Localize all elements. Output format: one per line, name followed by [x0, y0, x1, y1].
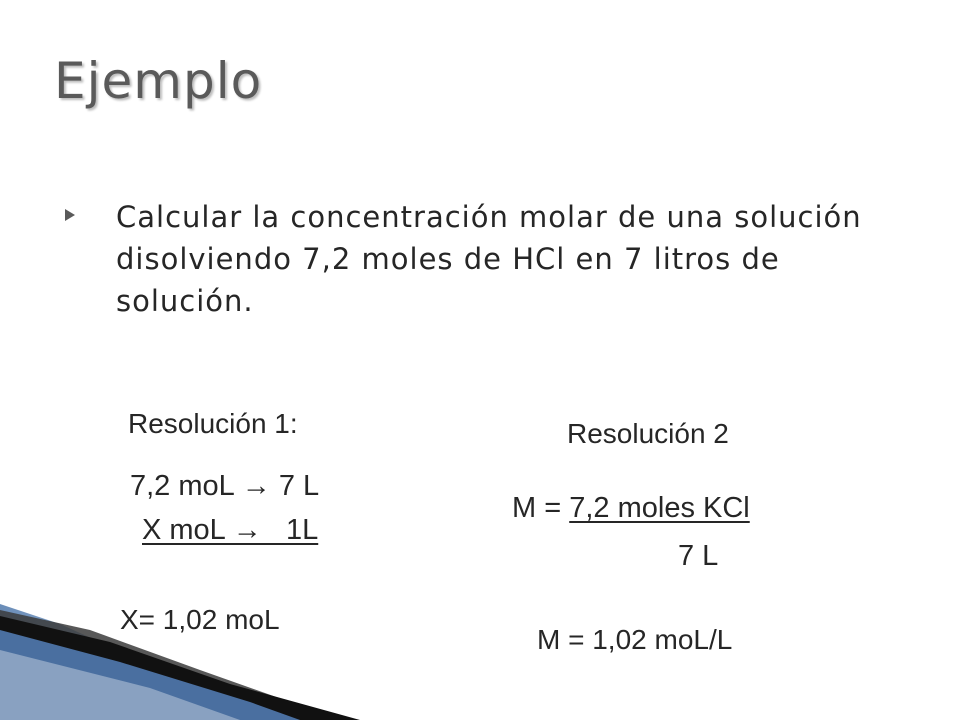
formula-prefix: M = [512, 492, 570, 524]
resolution-1-result: X= 1,02 moL [120, 604, 280, 635]
bullet-text: Calcular la concentración molar de una solución disolviendo 7,2 moles de HCl en 7 litros de solución. [116, 200, 862, 318]
formula-numerator: 7,2 moles KCl [569, 492, 750, 524]
resolution-2-heading: Resolución 2 [567, 418, 729, 449]
resolution-2-formula [512, 492, 750, 525]
resolution-1-line-1: 7,2 moL → 7 L [130, 470, 320, 502]
resolution-1-heading: Resolución 1: [128, 408, 298, 439]
resolution-1-line-2: X moL → 1L [142, 514, 319, 546]
slide-title: Ejemplo [54, 52, 263, 110]
decorative-swoosh [0, 590, 440, 720]
formula-denominator: 7 L [678, 540, 719, 572]
triangle-bullet-icon [64, 208, 76, 222]
resolution-2-result: M = 1,02 moL/L [537, 624, 733, 655]
